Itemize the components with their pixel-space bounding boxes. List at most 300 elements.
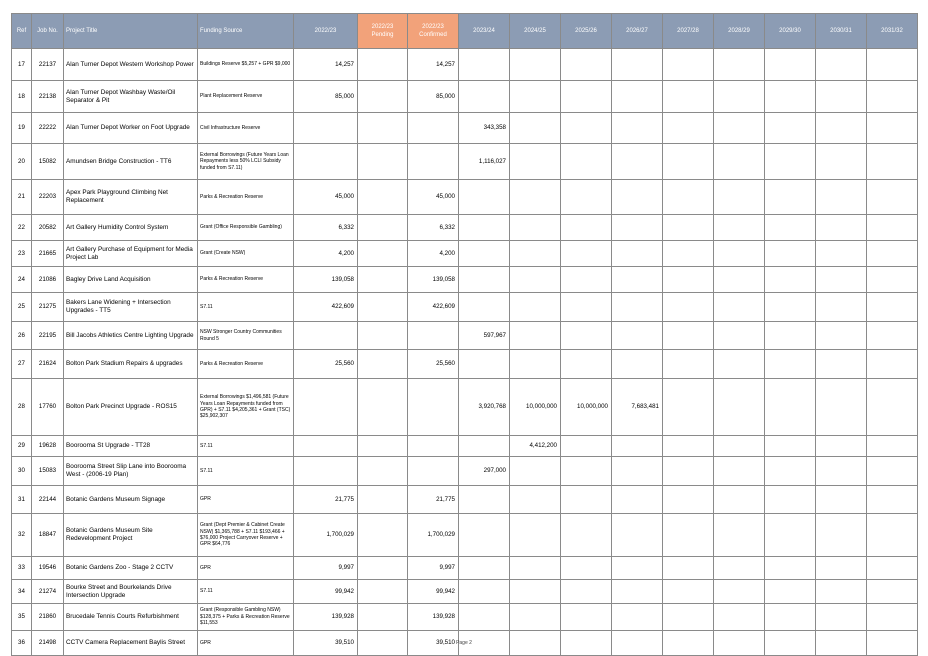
- row-project-title: Amundsen Bridge Construction - TT6: [64, 144, 198, 180]
- row-2022-23-confirmed: 1,700,029: [408, 514, 459, 557]
- table-row: [12, 113, 918, 144]
- row-job-no: 15083: [32, 457, 64, 486]
- row-2023-24: [459, 486, 510, 514]
- row-ref: 36: [12, 631, 32, 656]
- row-2022-23-pending: [358, 144, 408, 180]
- table-row: [12, 180, 918, 215]
- table-row: [12, 215, 918, 241]
- row-ref: 28: [12, 379, 32, 436]
- header-2031-32: 2031/32: [867, 14, 918, 49]
- row-2025-26: [561, 557, 612, 580]
- row-ref: 32: [12, 514, 32, 557]
- row-project-title: Bakers Lane Widening + Intersection Upgrades - TT5: [64, 293, 198, 322]
- row-2026-27: [612, 514, 663, 557]
- row-2029-30: [765, 457, 816, 486]
- row-2022-23-pending: [358, 379, 408, 436]
- row-ref: 19: [12, 113, 32, 144]
- row-2024-25: [510, 322, 561, 350]
- row-2023-24: [459, 49, 510, 81]
- table-row: [12, 580, 918, 604]
- row-funding-source: External Borrowings (Future Years Loan Repayments less 50% LCLI Subsidy funded from S7.11): [198, 144, 294, 180]
- row-2030-31: [816, 267, 867, 293]
- row-funding-source: Grant (Create NSW): [198, 241, 294, 267]
- row-2026-27: [612, 457, 663, 486]
- row-2029-30: [765, 241, 816, 267]
- row-ref: 24: [12, 267, 32, 293]
- row-funding-source: Parks & Recreation Reserve: [198, 267, 294, 293]
- row-2023-24: [459, 350, 510, 379]
- row-2025-26: [561, 49, 612, 81]
- table-row: [12, 350, 918, 379]
- row-2023-24: 1,116,027: [459, 144, 510, 180]
- row-2026-27: [612, 486, 663, 514]
- row-2026-27: [612, 350, 663, 379]
- row-2031-32: [867, 604, 918, 631]
- row-2025-26: [561, 604, 612, 631]
- row-2022-23-confirmed: [408, 113, 459, 144]
- header-2028-29: 2028/29: [714, 14, 765, 49]
- row-2022-23-pending: [358, 180, 408, 215]
- row-2028-29: [714, 293, 765, 322]
- row-2029-30: [765, 113, 816, 144]
- row-2024-25: [510, 81, 561, 113]
- row-2028-29: [714, 81, 765, 113]
- row-2023-24: [459, 241, 510, 267]
- row-2030-31: [816, 144, 867, 180]
- row-2022-23-pending: [358, 49, 408, 81]
- row-project-title: Boorooma St Upgrade - TT28: [64, 436, 198, 457]
- header-row: [12, 14, 918, 49]
- row-2026-27: 7,683,481: [612, 379, 663, 436]
- row-2022-23-pending: [358, 580, 408, 604]
- row-ref: 31: [12, 486, 32, 514]
- row-2026-27: [612, 267, 663, 293]
- header-funding-source: Funding Source: [198, 14, 294, 49]
- row-2026-27: [612, 436, 663, 457]
- row-2025-26: [561, 81, 612, 113]
- row-2024-25: [510, 144, 561, 180]
- row-2027-28: [663, 604, 714, 631]
- row-2022-23-confirmed: 85,000: [408, 81, 459, 113]
- row-2022-23-confirmed: 139,928: [408, 604, 459, 631]
- row-2024-25: [510, 293, 561, 322]
- row-2031-32: [867, 215, 918, 241]
- row-2022-23: 45,000: [294, 180, 358, 215]
- row-2023-24: 597,967: [459, 322, 510, 350]
- row-2029-30: [765, 379, 816, 436]
- row-2022-23-confirmed: 25,560: [408, 350, 459, 379]
- row-2030-31: [816, 486, 867, 514]
- row-funding-source: External Borrowings $1,496,581 (Future Years Loan Repayments funded from GPR) + S7.11 $4,205,361 + Grant (TSC) $25,902,307: [198, 379, 294, 436]
- row-2028-29: [714, 241, 765, 267]
- row-2022-23: 6,332: [294, 215, 358, 241]
- row-2022-23-pending: [358, 557, 408, 580]
- row-ref: 22: [12, 215, 32, 241]
- row-2022-23-confirmed: 99,942: [408, 580, 459, 604]
- header-project-title: Project Title: [64, 14, 198, 49]
- row-ref: 25: [12, 293, 32, 322]
- row-2022-23-pending: [358, 293, 408, 322]
- row-project-title: Alan Turner Depot Worker on Foot Upgrade: [64, 113, 198, 144]
- row-2030-31: [816, 514, 867, 557]
- row-job-no: 19628: [32, 436, 64, 457]
- row-2028-29: [714, 557, 765, 580]
- row-2022-23: [294, 144, 358, 180]
- table-row: [12, 144, 918, 180]
- row-2031-32: [867, 293, 918, 322]
- row-2027-28: [663, 457, 714, 486]
- row-2031-32: [867, 379, 918, 436]
- row-2028-29: [714, 514, 765, 557]
- row-2028-29: [714, 113, 765, 144]
- row-2022-23-pending: [358, 604, 408, 631]
- row-2022-23-confirmed: [408, 457, 459, 486]
- page-number: Page 2: [456, 640, 472, 646]
- row-funding-source: S7.11: [198, 580, 294, 604]
- row-2022-23-pending: [358, 322, 408, 350]
- row-2022-23-confirmed: 45,000: [408, 180, 459, 215]
- row-2026-27: [612, 81, 663, 113]
- row-2027-28: [663, 486, 714, 514]
- row-funding-source: Grant (Responsible Gambling NSW) $128,375 + Parks & Recreation Reserve $11,553: [198, 604, 294, 631]
- row-2024-25: [510, 241, 561, 267]
- row-2027-28: [663, 215, 714, 241]
- row-2022-23-confirmed: [408, 322, 459, 350]
- row-2022-23-pending: [358, 457, 408, 486]
- row-job-no: 22138: [32, 81, 64, 113]
- row-project-title: Bill Jacobs Athletics Centre Lighting Upgrade: [64, 322, 198, 350]
- row-2030-31: [816, 180, 867, 215]
- row-2027-28: [663, 241, 714, 267]
- row-project-title: Alan Turner Depot Western Workshop Power: [64, 49, 198, 81]
- row-2024-25: [510, 604, 561, 631]
- row-2029-30: [765, 604, 816, 631]
- row-2022-23: 21,775: [294, 486, 358, 514]
- row-ref: 27: [12, 350, 32, 379]
- row-2024-25: 10,000,000: [510, 379, 561, 436]
- row-2026-27: [612, 604, 663, 631]
- row-2030-31: [816, 81, 867, 113]
- row-funding-source: NSW Stronger Country Communities Round 5: [198, 322, 294, 350]
- row-2022-23-confirmed: 39,510: [408, 631, 459, 656]
- row-2026-27: [612, 180, 663, 215]
- row-2029-30: [765, 144, 816, 180]
- row-2022-23: 1,700,029: [294, 514, 358, 557]
- row-2029-30: [765, 267, 816, 293]
- row-2025-26: [561, 215, 612, 241]
- row-2027-28: [663, 113, 714, 144]
- row-job-no: 22137: [32, 49, 64, 81]
- row-funding-source: GPR: [198, 631, 294, 656]
- row-2023-24: [459, 604, 510, 631]
- row-2024-25: [510, 215, 561, 241]
- row-job-no: 17760: [32, 379, 64, 436]
- row-2022-23-confirmed: 4,200: [408, 241, 459, 267]
- row-2029-30: [765, 81, 816, 113]
- row-2031-32: [867, 144, 918, 180]
- row-job-no: 22203: [32, 180, 64, 215]
- row-2022-23: 39,510: [294, 631, 358, 656]
- row-2024-25: [510, 49, 561, 81]
- row-2022-23-pending: [358, 486, 408, 514]
- row-job-no: 21275: [32, 293, 64, 322]
- row-2024-25: [510, 580, 561, 604]
- table-body: [12, 49, 918, 656]
- row-2028-29: [714, 486, 765, 514]
- row-funding-source: GPR: [198, 557, 294, 580]
- row-project-title: Boorooma Street Slip Lane into Boorooma West - (2006-19 Plan): [64, 457, 198, 486]
- row-2029-30: [765, 215, 816, 241]
- row-2022-23: 25,560: [294, 350, 358, 379]
- row-2022-23-confirmed: 139,058: [408, 267, 459, 293]
- row-2025-26: [561, 144, 612, 180]
- row-2028-29: [714, 215, 765, 241]
- row-2028-29: [714, 267, 765, 293]
- table-row: [12, 241, 918, 267]
- header-2023-24: 2023/24: [459, 14, 510, 49]
- row-ref: 21: [12, 180, 32, 215]
- row-2028-29: [714, 322, 765, 350]
- row-project-title: Botanic Gardens Zoo - Stage 2 CCTV: [64, 557, 198, 580]
- table-row: [12, 49, 918, 81]
- row-2029-30: [765, 580, 816, 604]
- row-2028-29: [714, 604, 765, 631]
- row-2023-24: 297,000: [459, 457, 510, 486]
- row-funding-source: Grant (Dept Premier & Cabinet Create NSW) $1,365,788 + S7.11 $193,466 + $76,000 Project Carryover Reserve + GPR $64,776: [198, 514, 294, 557]
- row-project-title: Bourke Street and Bourkelands Drive Intersection Upgrade: [64, 580, 198, 604]
- row-2030-31: [816, 113, 867, 144]
- row-funding-source: Plant Replacement Reserve: [198, 81, 294, 113]
- row-2028-29: [714, 580, 765, 604]
- row-2023-24: 343,358: [459, 113, 510, 144]
- row-project-title: Alan Turner Depot Washbay Waste/Oil Separator & Pit: [64, 81, 198, 113]
- row-2025-26: [561, 580, 612, 604]
- row-2025-26: [561, 113, 612, 144]
- row-2028-29: [714, 49, 765, 81]
- row-2023-24: [459, 215, 510, 241]
- row-2025-26: [561, 293, 612, 322]
- row-2024-25: [510, 514, 561, 557]
- row-2030-31: [816, 241, 867, 267]
- row-2027-28: [663, 436, 714, 457]
- row-project-title: Apex Park Playground Climbing Net Replacement: [64, 180, 198, 215]
- row-2024-25: [510, 557, 561, 580]
- row-2025-26: [561, 486, 612, 514]
- row-job-no: 18847: [32, 514, 64, 557]
- table-row: [12, 322, 918, 350]
- row-project-title: Bolton Park Precinct Upgrade - ROS15: [64, 379, 198, 436]
- row-2022-23-pending: [358, 350, 408, 379]
- row-2022-23-confirmed: 422,609: [408, 293, 459, 322]
- row-2030-31: [816, 436, 867, 457]
- row-2029-30: [765, 486, 816, 514]
- row-2026-27: [612, 557, 663, 580]
- row-2022-23: 422,609: [294, 293, 358, 322]
- row-2026-27: [612, 293, 663, 322]
- row-2022-23: 139,058: [294, 267, 358, 293]
- row-2031-32: [867, 557, 918, 580]
- table-row: [12, 557, 918, 580]
- header-2022-23: 2022/23: [294, 14, 358, 49]
- row-2029-30: [765, 322, 816, 350]
- row-2022-23-confirmed: [408, 436, 459, 457]
- row-2031-32: [867, 113, 918, 144]
- row-2028-29: [714, 457, 765, 486]
- row-ref: 33: [12, 557, 32, 580]
- row-ref: 34: [12, 580, 32, 604]
- row-2022-23: [294, 322, 358, 350]
- row-2023-24: [459, 267, 510, 293]
- row-ref: 26: [12, 322, 32, 350]
- row-2022-23-confirmed: [408, 379, 459, 436]
- row-2022-23-pending: [358, 81, 408, 113]
- row-2022-23-confirmed: 21,775: [408, 486, 459, 514]
- row-2022-23: [294, 436, 358, 457]
- row-2025-26: [561, 180, 612, 215]
- table-row: [12, 81, 918, 113]
- row-2022-23-confirmed: 6,332: [408, 215, 459, 241]
- header-2022-23-confirmed: 2022/23 Confirmed: [408, 14, 459, 49]
- row-2027-28: [663, 322, 714, 350]
- row-2031-32: [867, 350, 918, 379]
- table-row: [12, 486, 918, 514]
- row-2025-26: 10,000,000: [561, 379, 612, 436]
- row-2031-32: [867, 180, 918, 215]
- row-2029-30: [765, 514, 816, 557]
- header-2022-23-pending: 2022/23 Pending: [358, 14, 408, 49]
- row-2025-26: [561, 241, 612, 267]
- row-2028-29: [714, 180, 765, 215]
- row-2026-27: [612, 113, 663, 144]
- header-2025-26: 2025/26: [561, 14, 612, 49]
- row-project-title: Art Gallery Purchase of Equipment for Media Project Lab: [64, 241, 198, 267]
- row-2030-31: [816, 293, 867, 322]
- header-2027-28: 2027/28: [663, 14, 714, 49]
- row-2030-31: [816, 604, 867, 631]
- row-ref: 17: [12, 49, 32, 81]
- table-row: [12, 379, 918, 436]
- row-2022-23-pending: [358, 215, 408, 241]
- row-2022-23-confirmed: [408, 144, 459, 180]
- row-job-no: 15082: [32, 144, 64, 180]
- row-project-title: Bolton Park Stadium Repairs & upgrades: [64, 350, 198, 379]
- row-2029-30: [765, 180, 816, 215]
- row-2028-29: [714, 350, 765, 379]
- row-funding-source: Civil Infrastructure Reserve: [198, 113, 294, 144]
- row-2029-30: [765, 436, 816, 457]
- row-2027-28: [663, 580, 714, 604]
- row-funding-source: Parks & Recreation Reserve: [198, 180, 294, 215]
- row-2023-24: 3,920,768: [459, 379, 510, 436]
- row-funding-source: Buildings Reserve $5,257 + GPR $9,000: [198, 49, 294, 81]
- row-2026-27: [612, 580, 663, 604]
- row-2029-30: [765, 557, 816, 580]
- row-2030-31: [816, 457, 867, 486]
- row-2024-25: [510, 486, 561, 514]
- row-ref: 23: [12, 241, 32, 267]
- row-funding-source: Parks & Recreation Reserve: [198, 350, 294, 379]
- row-2031-32: [867, 49, 918, 81]
- row-2031-32: [867, 514, 918, 557]
- row-2027-28: [663, 144, 714, 180]
- header-2029-30: 2029/30: [765, 14, 816, 49]
- row-2025-26: [561, 267, 612, 293]
- row-2027-28: [663, 81, 714, 113]
- row-2028-29: [714, 436, 765, 457]
- row-2022-23: [294, 457, 358, 486]
- row-2027-28: [663, 350, 714, 379]
- row-2026-27: [612, 215, 663, 241]
- row-2031-32: [867, 267, 918, 293]
- row-2024-25: [510, 457, 561, 486]
- row-2022-23-pending: [358, 113, 408, 144]
- row-2025-26: [561, 322, 612, 350]
- row-2023-24: [459, 580, 510, 604]
- row-2031-32: [867, 486, 918, 514]
- row-2024-25: [510, 350, 561, 379]
- row-2030-31: [816, 580, 867, 604]
- row-project-title: Brucedale Tennis Courts Refurbishment: [64, 604, 198, 631]
- row-funding-source: S7.11: [198, 293, 294, 322]
- table-row: [12, 457, 918, 486]
- header-2026-27: 2026/27: [612, 14, 663, 49]
- row-job-no: 19546: [32, 557, 64, 580]
- row-2026-27: [612, 49, 663, 81]
- row-2031-32: [867, 322, 918, 350]
- row-2022-23: [294, 113, 358, 144]
- row-2030-31: [816, 322, 867, 350]
- row-2028-29: [714, 144, 765, 180]
- row-2023-24: [459, 514, 510, 557]
- row-job-no: 21498: [32, 631, 64, 656]
- row-funding-source: Grant (Office Responsible Gambling): [198, 215, 294, 241]
- header-2024-25: 2024/25: [510, 14, 561, 49]
- row-2022-23: 14,257: [294, 49, 358, 81]
- row-2024-25: 4,412,200: [510, 436, 561, 457]
- row-2031-32: [867, 81, 918, 113]
- row-job-no: 21086: [32, 267, 64, 293]
- table-row: [12, 293, 918, 322]
- row-2027-28: [663, 379, 714, 436]
- row-2030-31: [816, 350, 867, 379]
- row-job-no: 22222: [32, 113, 64, 144]
- row-2022-23: [294, 379, 358, 436]
- row-2027-28: [663, 514, 714, 557]
- row-2025-26: [561, 350, 612, 379]
- row-2023-24: [459, 293, 510, 322]
- row-job-no: 21860: [32, 604, 64, 631]
- row-job-no: 21274: [32, 580, 64, 604]
- row-2030-31: [816, 557, 867, 580]
- row-project-title: Botanic Gardens Museum Site Redevelopment Project: [64, 514, 198, 557]
- row-ref: 30: [12, 457, 32, 486]
- row-2030-31: [816, 379, 867, 436]
- row-2022-23-pending: [358, 514, 408, 557]
- row-project-title: CCTV Camera Replacement Baylis Street: [64, 631, 198, 656]
- row-ref: 20: [12, 144, 32, 180]
- row-2027-28: [663, 49, 714, 81]
- row-2022-23-pending: [358, 241, 408, 267]
- row-2024-25: [510, 113, 561, 144]
- row-ref: 29: [12, 436, 32, 457]
- row-2023-24: [459, 557, 510, 580]
- row-2026-27: [612, 144, 663, 180]
- row-2022-23-pending: [358, 436, 408, 457]
- row-2022-23: 9,997: [294, 557, 358, 580]
- row-2025-26: [561, 436, 612, 457]
- row-2023-24: [459, 81, 510, 113]
- row-2025-26: [561, 514, 612, 557]
